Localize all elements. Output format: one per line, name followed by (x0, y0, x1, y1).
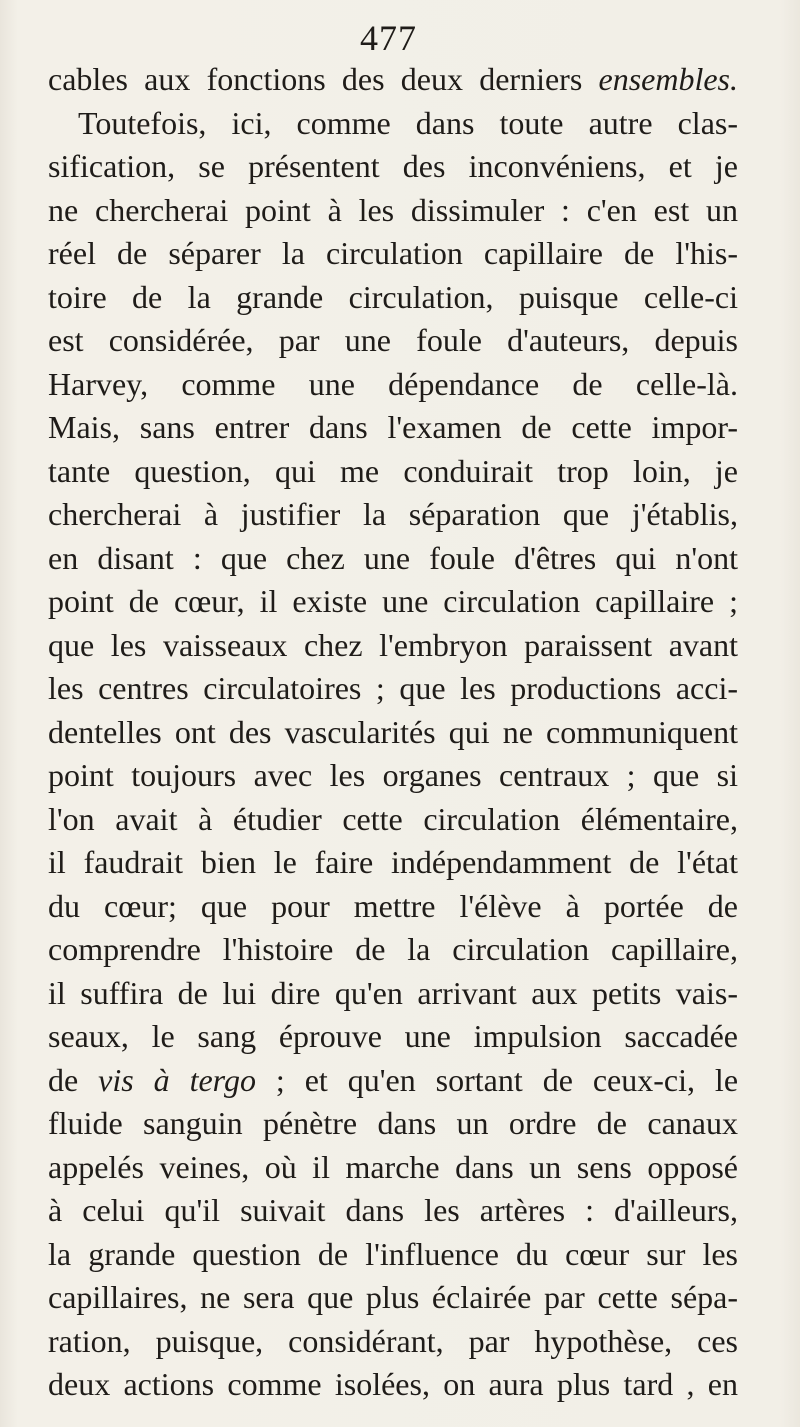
italic-text: ensembles. (598, 61, 738, 97)
text-line: Harvey, comme une dépendance de celle-là. (48, 365, 738, 402)
text-line: du cœur; que pour mettre l'élève à portée de (48, 887, 738, 924)
text-line: de vis à tergo ; et qu'en sortant de ceux-ci, le (48, 1061, 739, 1098)
text-line: capillaires, ne sera que plus éclairée par cette sépa- (48, 1279, 738, 1315)
text-line: la grande question de l'influence du cœur sur les (48, 1235, 738, 1272)
text-line: appelés veines, où il marche dans un sens opposé (48, 1148, 738, 1185)
text-line: toire de la grande circulation, puisque celle-ci (48, 278, 738, 315)
text-line: point de cœur, il existe une circulation capillaire ; (48, 583, 738, 619)
text-line: seaux, le sang éprouve une impulsion saccadée (48, 1018, 738, 1054)
text-line: il faudrait bien le faire indépendamment de l'état (48, 844, 738, 880)
text-line: tante question, qui me conduirait trop loin, je (48, 452, 738, 489)
text-line: sification, se présentent des inconvéniens, et je (48, 148, 738, 184)
text-line: dentelles ont des vascularités qui ne communiquent (48, 713, 738, 750)
text-line: en disant : que chez une foule d'êtres qui n'ont (48, 539, 738, 576)
text-line: Mais, sans entrer dans l'examen de cette impor- (48, 409, 738, 445)
text-line: cables aux fonctions des deux derniers ensembles. (48, 61, 738, 97)
text-line: il suffira de lui dire qu'en arrivant aux petits vais- (48, 974, 738, 1011)
body-text (48, 58, 738, 1407)
text-line: les centres circulatoires ; que les productions acci- (48, 670, 738, 706)
italic-text: vis à tergo (98, 1061, 256, 1098)
text-line: que les vaisseaux chez l'embryon paraissent avant (48, 626, 738, 663)
text-line: est considérée, par une foule d'auteurs, depuis (48, 322, 738, 358)
text-line: Toutefois, ici, comme dans toute autre clas- (78, 104, 738, 141)
text-line: à celui qu'il suivait dans les artères : d'ailleurs, (48, 1192, 738, 1228)
page-number: 477 (360, 18, 417, 58)
text-line: ration, puisque, considérant, par hypothèse, ces (48, 1322, 738, 1359)
text-line: deux actions comme isolées, on aura plus tard , en (48, 1366, 738, 1402)
text-line: comprendre l'histoire de la circulation capillaire, (48, 931, 738, 967)
text-line: réel de séparer la circulation capillaire de l'his- (48, 235, 738, 271)
text-line: ne chercherai point à les dissimuler : c'en est un (48, 191, 738, 228)
text-line: point toujours avec les organes centraux ; que si (48, 757, 738, 793)
text-line: fluide sanguin pénètre dans un ordre de canaux (48, 1105, 738, 1141)
text-line: l'on avait à étudier cette circulation élémentaire, (48, 800, 738, 837)
text-line: chercherai à justifier la séparation que j'établis, (48, 496, 738, 532)
